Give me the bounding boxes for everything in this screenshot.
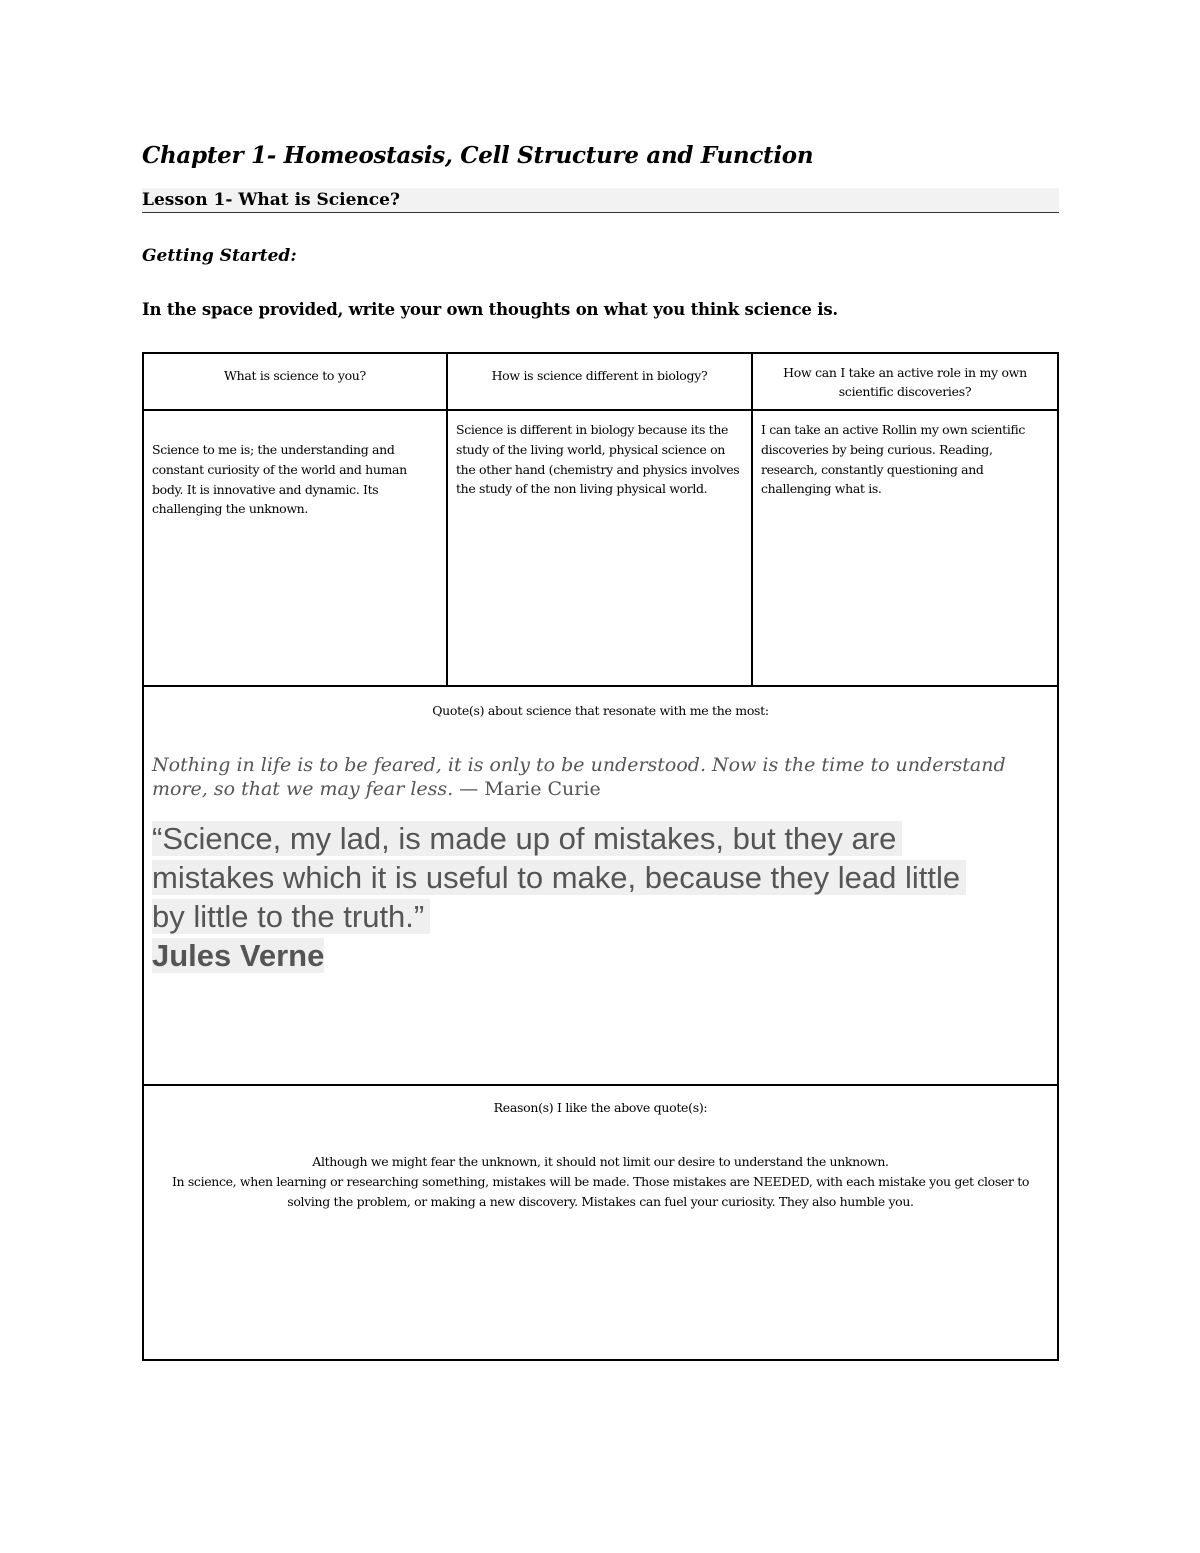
answer-text: Science is different in biology because its the study of the living world, physical science on the other hand (chemistry and physics involves the study of the non living physical world.: [456, 422, 740, 497]
reasons-text: [154, 1152, 1047, 1212]
getting-started-heading: Getting Started:: [142, 246, 297, 266]
chapter-title: Chapter 1- Homeostasis, Cell Structure and Function: [142, 142, 814, 169]
answer-cell-active-role[interactable]: [753, 411, 1057, 685]
header-text: What is science to you?: [224, 368, 366, 383]
table-answers-row: [144, 411, 1057, 687]
header-cell-science-to-you: [144, 354, 448, 409]
reasons-section[interactable]: [144, 1086, 1057, 1359]
quotes-section[interactable]: [144, 687, 1057, 1086]
answer-cell-science-to-you[interactable]: [144, 411, 448, 685]
header-cell-science-in-biology: [448, 354, 753, 409]
answer-cell-science-in-biology[interactable]: [448, 411, 753, 685]
answer-text: I can take an active Rollin my own scientific discoveries by being curious. Reading, research, constantly questioning and challenging what is.: [761, 422, 1026, 497]
worksheet-table: [142, 352, 1059, 1361]
quote-author: Jules Verne: [152, 938, 325, 973]
lesson-heading: Lesson 1- What is Science?: [142, 188, 1059, 213]
header-cell-active-role: [753, 354, 1057, 409]
quote-line: mistakes which it is useful to make, because they lead little: [152, 860, 966, 895]
reason-line: Although we might fear the unknown, it should not limit our desire to understand the unknown.: [312, 1154, 889, 1169]
quote-line: by little to the truth.”: [152, 899, 430, 934]
quote-jules-verne: [152, 819, 1042, 975]
quotes-label: Quote(s) about science that resonate with me the most:: [432, 703, 769, 718]
reason-line: In science, when learning or researching something, mistakes will be made. Those mistakes are NEEDED, with each mistake you get closer to solving the problem, or making a new discovery. Mistakes can fuel your curiosity. They also humble you.: [171, 1174, 1030, 1209]
header-text: How can I take an active role in my own scientific discoveries?: [783, 365, 1027, 399]
quote-author: — Marie Curie: [453, 778, 601, 800]
header-text: How is science different in biology?: [491, 368, 708, 383]
quote-line: “Science, my lad, is made up of mistakes, but they are: [152, 821, 902, 856]
instruction-text: In the space provided, write your own thoughts on what you think science is.: [142, 300, 838, 319]
quote-marie-curie: [152, 753, 1032, 801]
reasons-label: Reason(s) I like the above quote(s):: [493, 1100, 708, 1115]
answer-text: Science to me is; the understanding and constant curiosity of the world and human body. It is innovative and dynamic. Its challenging the unknown.: [152, 442, 407, 517]
table-header-row: [144, 354, 1057, 411]
quote-text: Nothing in life is to be feared, it is only to be understood. Now is the time to understand more, so that we may fear less.: [152, 754, 1006, 800]
